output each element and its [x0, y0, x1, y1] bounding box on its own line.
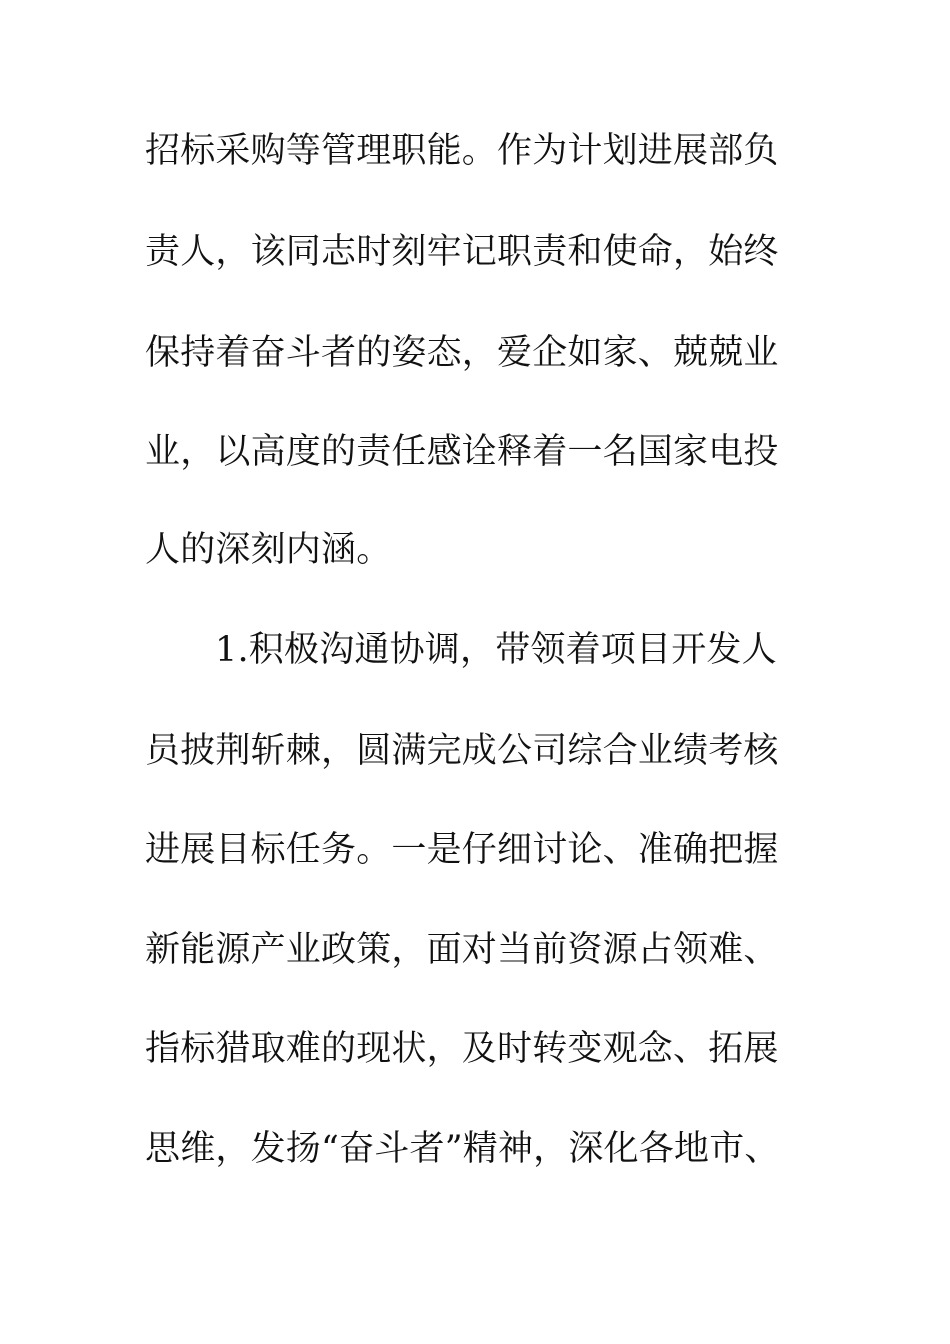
text-line-2: 责人，该同志时刻牢记职责和使命，始终 [145, 232, 779, 272]
text-line-10: 指标猎取难的现状，及时转变观念、拓展 [145, 1029, 779, 1069]
text-line-1: 招标采购等管理职能。作为计划进展部负 [145, 131, 779, 171]
text-line-8: 进展目标任务。一是仔细讨论、准确把握 [145, 830, 779, 870]
text-line-5: 人的深刻内涵。 [145, 530, 392, 570]
text-line-3: 保持着奋斗者的姿态，爱企如家、兢兢业 [145, 333, 779, 373]
text-line-7: 员披荆斩棘，圆满完成公司综合业绩考核 [145, 731, 779, 771]
text-line-6: 1.积极沟通协调，带领着项目开发人 [215, 630, 777, 670]
text-line-4: 业，以高度的责任感诠释着一名国家电投 [145, 432, 779, 472]
text-line-9: 新能源产业政策，面对当前资源占领难、 [145, 930, 779, 970]
text-line-11: 思维，发扬“奋斗者”精神，深化各地市、 [145, 1129, 780, 1169]
